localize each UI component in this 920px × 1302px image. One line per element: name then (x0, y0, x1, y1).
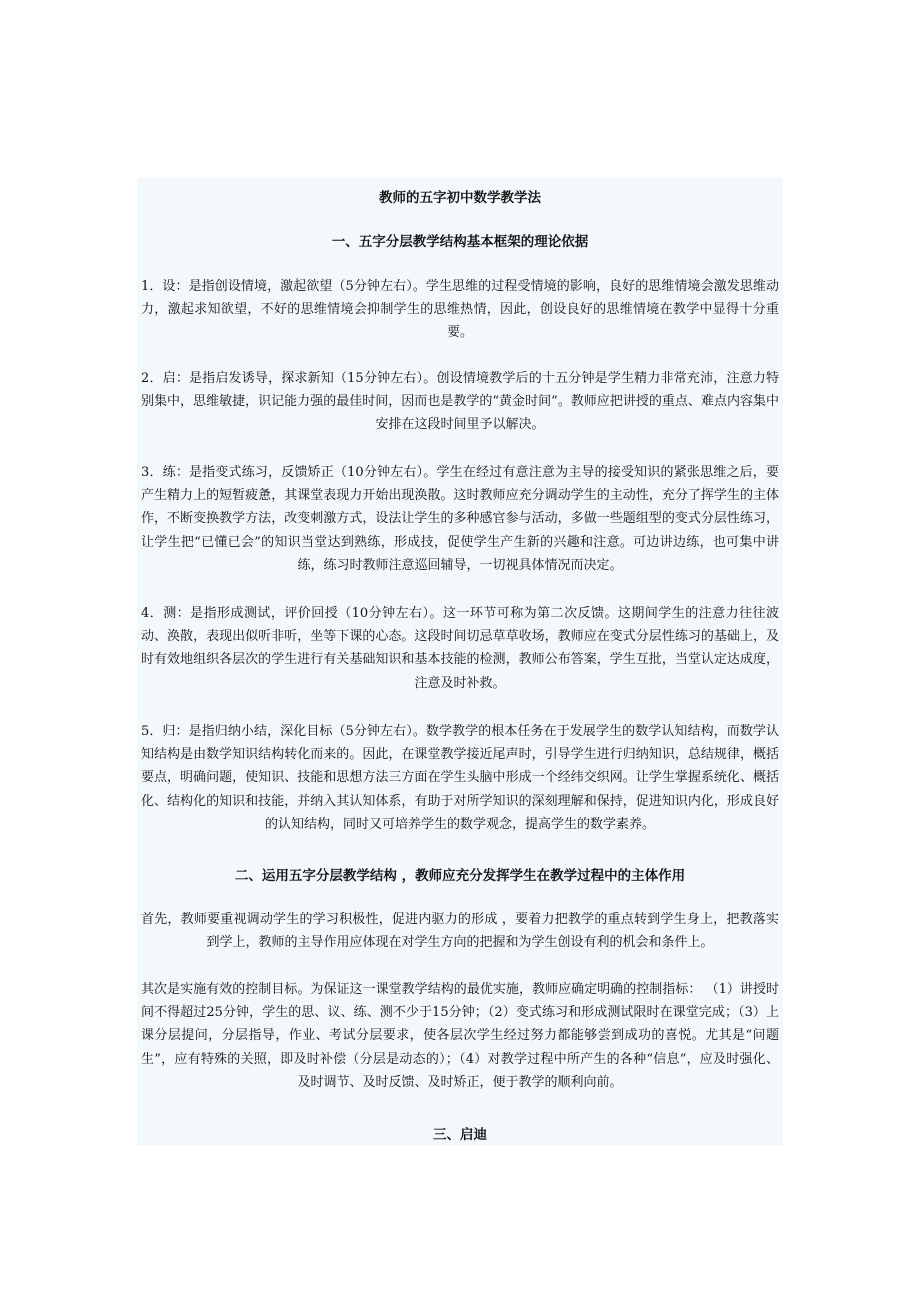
paragraph-7: 其次是实施有效的控制目标。为保证这一课堂教学结构的最优实施，教师应确定明确的控制指标： （1）讲授时间不得超过25分钟，学生的思、议、练、测不少于15分钟；（2）变式练习和形成测试限时在课堂完成；（3）上课分层提问，分层指导，作业、考试分层要求，使各层次学生经过努力都能够尝到成功的喜悦。尤其是“问题生”，应有特殊的关照，即及时补偿（分层是动态的）；（4）对教学过程中所产生的各种“信息”，应及时强化、及时调节、及时反馈、及时矫正，便于教学的顺利向前。 (141, 982, 779, 1090)
paragraph-1: 1．设：是指创设情境，激起欲望（5分钟左右）。学生思维的过程受情境的影响，良好的思维情境会激发思维动力，激起求知欲望，不好的思维情境会抑制学生的思维热情，因此，创设良好的思维情境在教学中显得十分重要。 (141, 279, 779, 341)
document-title: 教师的五字初中数学教学法 (379, 190, 541, 206)
section-heading-1: 一、五字分层教学结构基本框架的理论依据 (331, 234, 589, 250)
document-panel (137, 178, 783, 1145)
paragraph-5: 5．归：是指归纳小结，深化目标（5分钟左右）。数学教学的根本任务在于发展学生的数学认知结构，而数学认知结构是由数学知识结构转化而来的。因此，在课堂教学接近尾声时，引导学生进行归纳知识，总结规律，概括要点，明确问题，使知识、技能和思想方法三方面在学生头脑中形成一个经纬交织网。让学生掌握系统化、概括化、结构化的知识和技能，并纳入其认知体系，有助于对所学知识的深刻理解和保持，促进知识内化，形成良好的认知结构，同时又可培养学生的数学观念，提高学生的数学素养。 (141, 724, 779, 832)
section-heading-3: 三、启迪 (433, 1127, 487, 1143)
paragraph-3: 3．练：是指变式练习，反馈矫正（10分钟左右）。学生在经过有意注意为主导的接受知识的紧张思维之后，要产生精力上的短暂疲惫，其课堂表现力开始出现涣散。这时教师应充分调动学生的主动性，充分了挥学生的主体作，不断变换教学方法，改变刺激方式，设法让学生的多种感官参与活动，多做一些题组型的变式分层性练习，让学生把“已懂已会”的知识当堂达到熟练，形成技，促使学生产生新的兴趣和注意。可边讲边练，也可集中讲练，练习时教师注意巡回辅导，一切视具体情况而决定。 (141, 465, 779, 573)
paragraph-6: 首先，教师要重视调动学生的学习积极性，促进内驱力的形成 ，要着力把教学的重点转到学生身上，把教落实到学上，教师的主导作用应体现在对学生方向的把握和为学生创设有利的机会和条件上。 (141, 912, 779, 951)
section-heading-2: 二、运用五字分层教学结构 ，教师应充分发挥学生在教学过程中的主体作用 (234, 868, 686, 884)
paragraph-4: 4．测：是指形成测试，评价回授（10分钟左右）。这一环节可称为第二次反馈。这期间学生的注意力往往波动、涣散，表现出似听非听，坐等下课的心态。这段时间切忌草草收场，教师应在变式分层性练习的基础上，及时有效地组织各层次的学生进行有关基础知识和基本技能的检测，教师公布答案，学生互批，当堂认定达成度，注意及时补救。 (141, 606, 779, 691)
paragraph-2: 2．启：是指启发诱导，探求新知（15分钟左右）。创设情境教学后的十五分钟是学生精力非常充沛，注意力特别集中，思维敏捷，识记能力强的最佳时间，因而也是教学的“黄金时间”。教师应把讲授的重点、难点内容集中安排在这段时间里予以解决。 (141, 371, 779, 433)
